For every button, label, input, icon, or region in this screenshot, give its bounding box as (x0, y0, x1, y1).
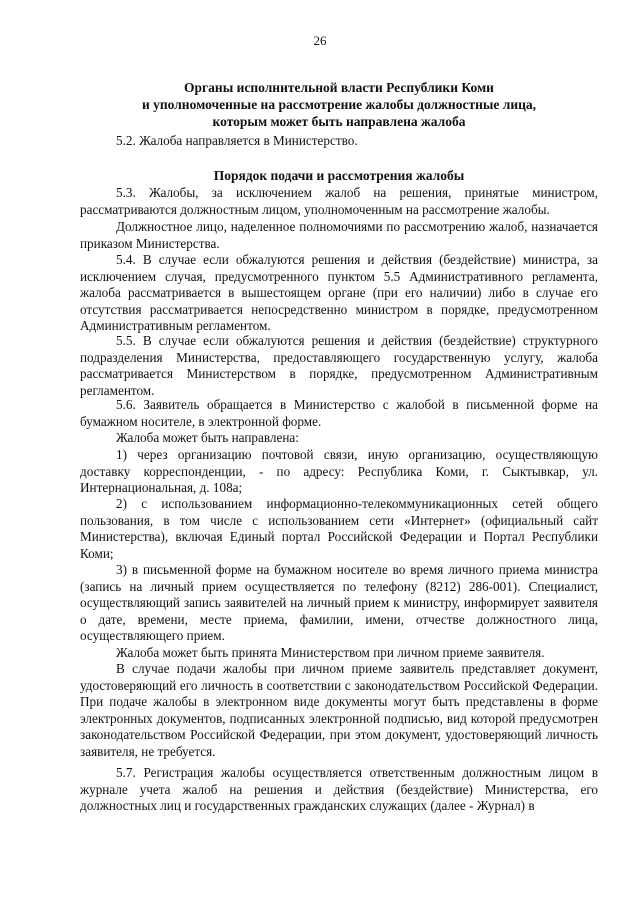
paragraph-in-case: В случае подачи жалобы при личном приеме заявитель представляет документ, удостоверяющий его личность в соответствии с законодательством Российской Федерации. При подаче жалобы в электронном виде документы могут быть представлены в форме электронных документов, подписанных электронной подписью, вид которой предусмотрен законодательством Российской Федерации, при этом документ, удостоверяющий личность заявителя, не требуется. (80, 661, 598, 759)
list-item-1: 1) через организацию почтовой связи, иную организацию, осуществляющую доставку корреспонденции, - по адресу: Республика Коми, г. Сыктывкар, ул. Интернациональная, д. 108а; (80, 447, 598, 495)
section-heading-line-2: и уполномоченные на рассмотрение жалобы должностные лица, (141, 97, 537, 112)
paragraph-may-be-sent: Жалоба может быть направлена: (116, 430, 299, 445)
section-heading-procedure: Порядок подачи и рассмотрения жалобы (213, 168, 465, 183)
page-number: 26 (313, 33, 327, 48)
list-item-3: 3) в письменной форме на бумажном носителе во время личного приема министра (запись на личный прием осуществляется по телефону (8212) 286-001). Специалист, осуществляющий запись заявителей на личный прием к министру, информирует заявителя о дате, времени, месте приема, фамилии, имени, отчестве должностного лица, осуществляющего прием. (80, 562, 598, 643)
paragraph-5-2: 5.2. Жалоба направляется в Министерство. (116, 133, 358, 148)
section-heading-line-1: Органы исполнительной власти Республики Коми (184, 80, 494, 95)
paragraph-5-5: 5.5. В случае если обжалуются решения и действия (бездействие) структурного подразделения Министерства, предоставляющего государственную услугу, жалоба рассматривается Министерством в порядке, предусмотренном Административным регламентом. (80, 333, 598, 398)
paragraph-5-6: 5.6. Заявитель обращается в Министерство с жалобой в письменной форме на бумажном носителе, в электронной форме. (80, 397, 598, 429)
section-heading-line-3: которым может быть направлена жалоба (212, 114, 466, 129)
paragraph-5-4: 5.4. В случае если обжалуются решения и действия (бездействие) министра, за исключением случая, предусмотренного пунктом 5.5 Административного регламента, жалоба рассматривается в вышестоящем органе (при его наличии) либо в случае его отсутствия рассматривается непосредственно министром в порядке, предусмотренном Административным регламентом. (80, 252, 598, 333)
paragraph-official: Должностное лицо, наделенное полномочиями по рассмотрению жалоб, назначается приказом Министерства. (80, 219, 598, 251)
paragraph-5-3: 5.3. Жалобы, за исключением жалоб на решения, принятые министром, рассматриваются должностным лицом, уполномоченным на рассмотрение жалобы. (80, 185, 598, 217)
list-item-2: 2) с использованием информационно-телекоммуникационных сетей общего пользования, в том числе с использованием сети «Интернет» (официальный сайт Министерства), включая Единый портал Российской Федерации и Портал Республики Коми; (80, 496, 598, 561)
paragraph-5-7: 5.7. Регистрация жалобы осуществляется ответственным должностным лицом в журнале учета жалоб на решения и действия (бездействие) Министерства, его должностных лиц и государственных гражданских служащих (далее - Журнал) в (80, 765, 598, 813)
paragraph-accepted: Жалоба может быть принята Министерством при личном приеме заявителя. (116, 645, 545, 660)
